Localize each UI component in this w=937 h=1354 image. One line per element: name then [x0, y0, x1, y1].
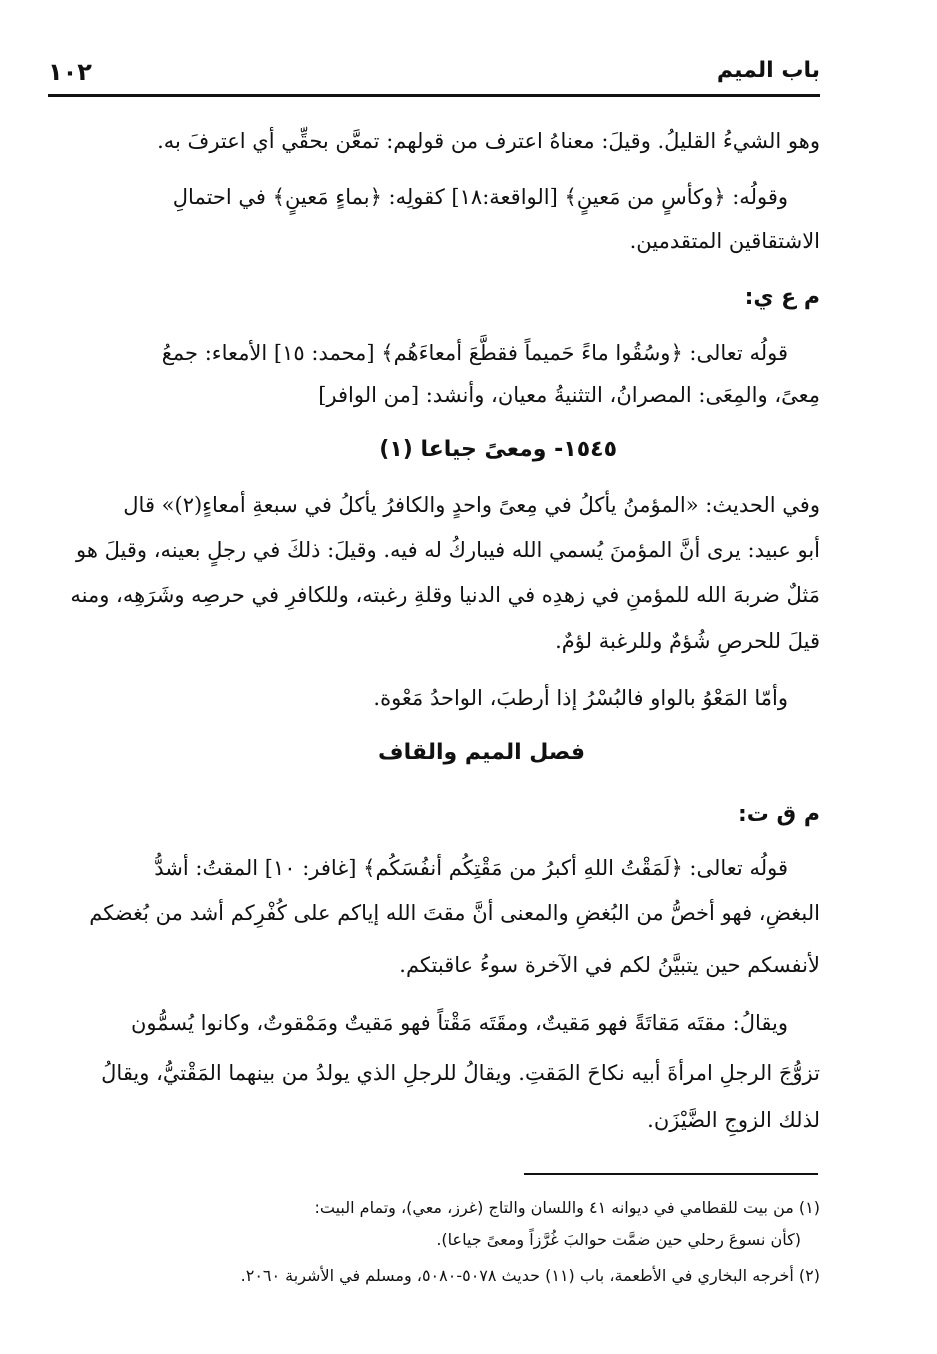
verse-number: ١٥٤٥- ومعىً جياعا (١) [379, 437, 617, 462]
paragraph-line: لذلك الزوجِ الضَّيْزَن. [647, 1108, 820, 1132]
footnote-line: (كأن نسوعَ رحلي حين ضمَّت حوالبَ غُرَّزاً ومعىً جياعا). [436, 1230, 801, 1249]
section-heading: فصل الميم والقاف [378, 740, 585, 765]
paragraph-line: البغضِ، فهو أخصُّ من البُغضِ والمعنى أنَّ مقتَ الله إياكم على كُفْرِكم أشد من بُغضكم [89, 901, 820, 925]
paragraph-line: قولُه تعالى: ﴿وسُقُوا ماءً حَميماً فقطَّعَ أمعاءَهُم﴾ [محمد: ١٥] الأمعاء: جمعُ [161, 341, 788, 365]
paragraph-line: ويقالُ: مقتَه مَقاتَةً فهو مَقيتٌ، ومقَتَه مَقْتاً فهو مَقيتٌ ومَمْقوتٌ، وكانوا يُسمُّون [131, 1011, 788, 1035]
paragraph-line: وأمّا المَعْوُ بالواو فالبُسْرُ إذا أرطبَ، الواحدُ مَعْوة. [373, 686, 788, 710]
paragraph-line: قولُه تعالى: ﴿لَمَقْتُ اللهِ أكبرُ من مَقْتِكُم أنفُسَكُم﴾ [غافر: ١٠] المقتُ: أشدُّ [154, 856, 788, 880]
paragraph-line: أبو عبيد: يرى أنَّ المؤمنَ يُسمي الله فيباركُ له فيه. وقيلَ: ذلكَ في رجلٍ بعينه، وقيلَ هو [76, 538, 820, 562]
paragraph-line: مِعىً، والمِعَى: المصرانُ، التثنيةُ معيان، وأنشد: [من الوافر] [318, 383, 820, 407]
paragraph-line: قيلَ للحرصِ شُؤمٌ وللرغبة لؤمٌ. [555, 629, 820, 653]
footnote-line: (٢) أخرجه البخاري في الأطعمة، باب (١١) حديث ٥٠٧٨-٥٠٨٠، ومسلم في الأشربة ٢٠٦٠. [240, 1266, 820, 1285]
paragraph-line: مَثلٌ ضربهَ الله للمؤمنِ في زهدِه في الدنيا وقلةِ رغبته، وللكافرِ في حرصِه وشَرَهِه، ومنه [70, 583, 820, 607]
paragraph-line: لأنفسكم حين يتبيَّنُ لكم في الآخرة سوءُ عاقبتكم. [399, 953, 820, 977]
paragraph-line: وقولُه: ﴿وكأسٍ من مَعينٍ﴾ [الواقعة:١٨] كقولِه: ﴿بماءٍ مَعينٍ﴾ في احتمالِ [172, 185, 788, 209]
paragraph-line: وفي الحديث: «المؤمنُ يأكلُ في مِعىً واحدٍ والكافرُ يأكلُ في سبعةِ أمعاءٍ(٢)» قال [123, 493, 820, 517]
footnote-divider [524, 1173, 818, 1175]
paragraph-line: وهو الشيءُ القليلُ. وقيلَ: معناهُ اعترف من قولهم: تمعَّن بحقِّي أي اعترفَ به. [157, 129, 820, 153]
footnote-line: (١) من بيت للقطامي في ديوانه ٤١ واللسان والتاج (غرز، معي)، وتمام البيت: [314, 1198, 820, 1217]
entry-heading: م ع ي: [744, 285, 820, 310]
page-number: ١٠٢ [48, 58, 92, 86]
paragraph-line: الاشتقاقين المتقدمين. [629, 229, 820, 253]
paragraph-line: تزوُّجَ الرجلِ امرأةَ أبيه نكاحَ المَقتِ. ويقالُ للرجلِ الذي يولدُ من بينهما المَقْتيُّ، ويقالُ [101, 1061, 820, 1085]
entry-heading: م ق ت: [737, 802, 820, 827]
chapter-title: باب الميم [716, 58, 820, 83]
running-header [48, 54, 820, 97]
